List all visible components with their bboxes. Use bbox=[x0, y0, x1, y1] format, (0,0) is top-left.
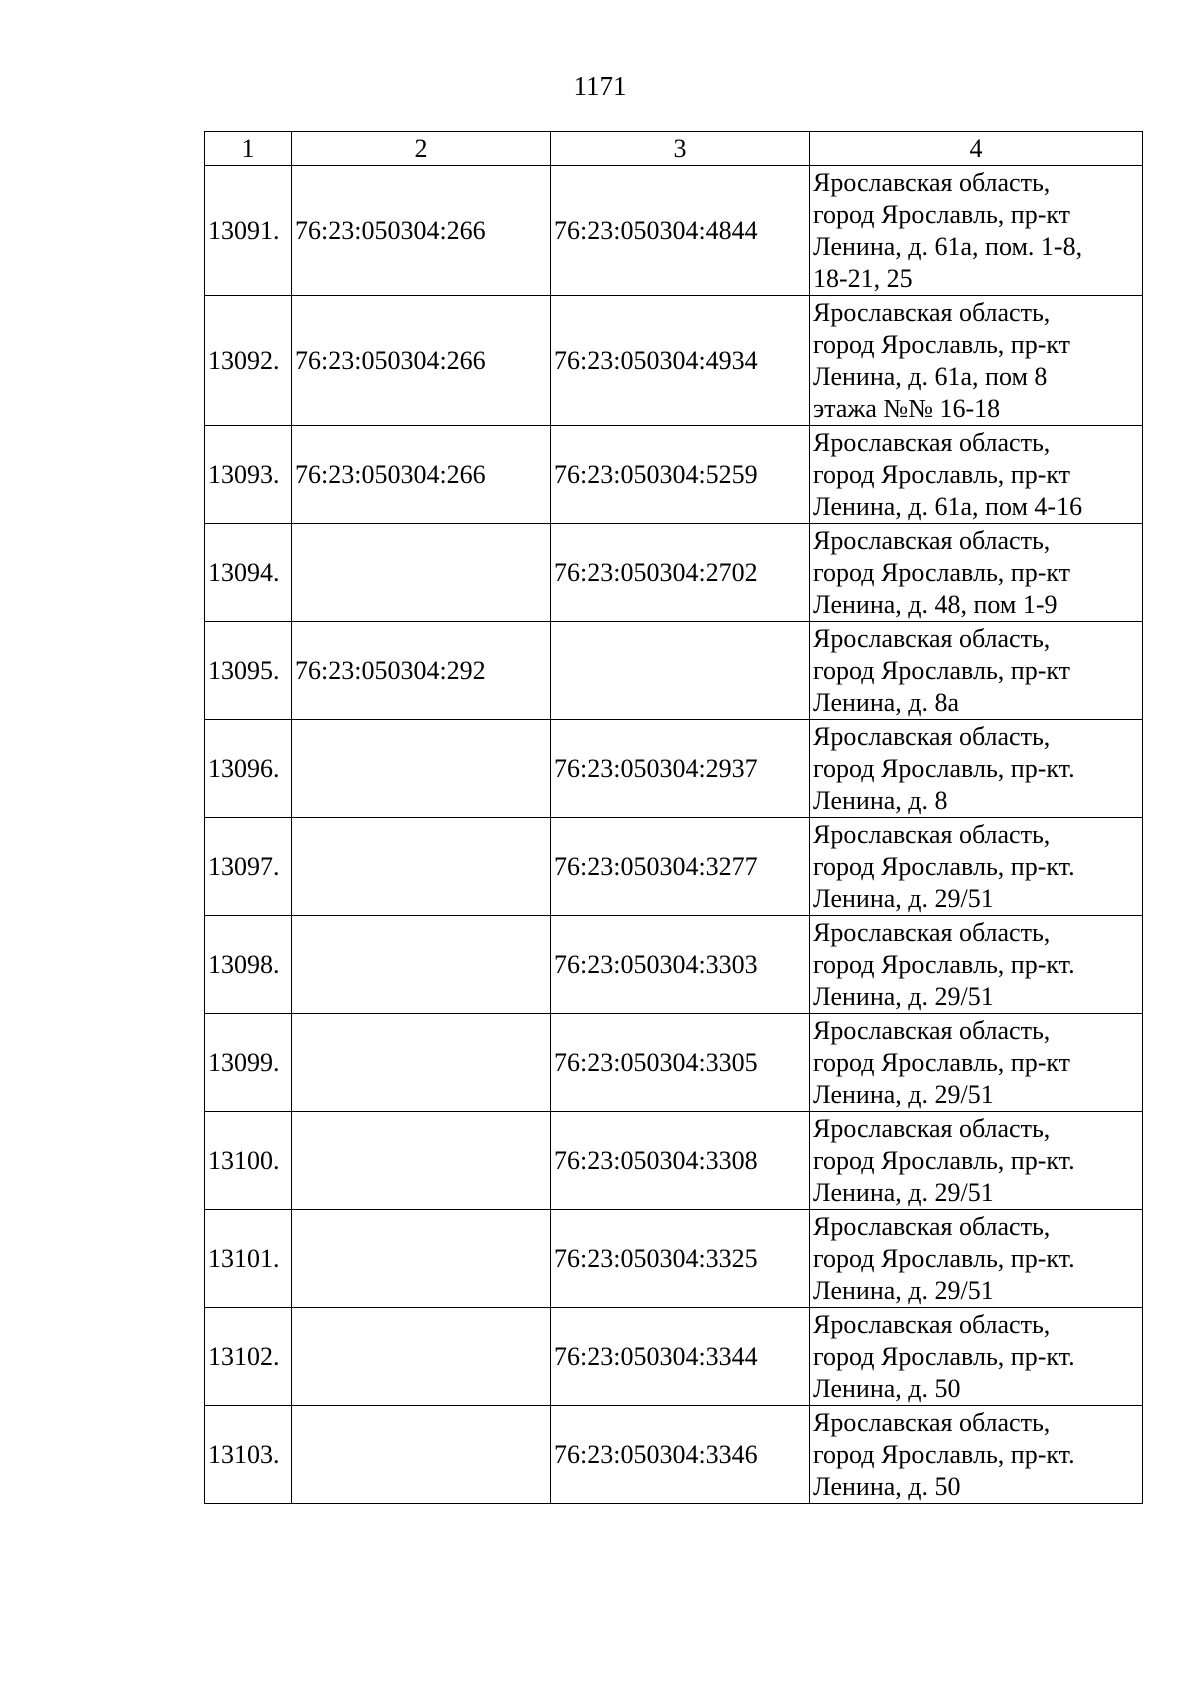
address-cell: Ярославская область, город Ярославль, пр-кт. Ленина, д. 29/51 bbox=[810, 818, 1143, 916]
address-cell: Ярославская область, город Ярославль, пр-кт. Ленина, д. 29/51 bbox=[810, 1112, 1143, 1210]
object-number-cell: 76:23:050304:3303 bbox=[551, 916, 810, 1014]
address-cell: Ярославская область, город Ярославль, пр-кт Ленина, д. 8а bbox=[810, 622, 1143, 720]
row-number-cell: 13100. bbox=[205, 1112, 292, 1210]
table-row bbox=[205, 720, 1143, 818]
row-number-cell: 13103. bbox=[205, 1406, 292, 1504]
object-number-cell: 76:23:050304:3325 bbox=[551, 1210, 810, 1308]
address-cell: Ярославская область, город Ярославль, пр-кт Ленина, д. 48, пом 1-9 bbox=[810, 524, 1143, 622]
object-number-cell: 76:23:050304:3346 bbox=[551, 1406, 810, 1504]
object-number-cell: 76:23:050304:4934 bbox=[551, 296, 810, 426]
parcel-number-cell: 76:23:050304:266 bbox=[292, 296, 551, 426]
row-number-cell: 13097. bbox=[205, 818, 292, 916]
column-header-3: 3 bbox=[551, 132, 810, 166]
row-number-cell: 13099. bbox=[205, 1014, 292, 1112]
address-cell: Ярославская область, город Ярославль, пр-кт. Ленина, д. 29/51 bbox=[810, 1210, 1143, 1308]
object-number-cell bbox=[551, 622, 810, 720]
header-row bbox=[205, 132, 1143, 166]
row-number-cell: 13096. bbox=[205, 720, 292, 818]
table-row bbox=[205, 1112, 1143, 1210]
row-number-cell: 13094. bbox=[205, 524, 292, 622]
address-cell: Ярославская область, город Ярославль, пр-кт Ленина, д. 61а, пом 8 этажа №№ 16-18 bbox=[810, 296, 1143, 426]
column-header-4: 4 bbox=[810, 132, 1143, 166]
column-header-2: 2 bbox=[292, 132, 551, 166]
object-number-cell: 76:23:050304:3277 bbox=[551, 818, 810, 916]
parcel-number-cell bbox=[292, 1308, 551, 1406]
address-cell: Ярославская область, город Ярославль, пр-кт. Ленина, д. 50 bbox=[810, 1406, 1143, 1504]
table-row bbox=[205, 1406, 1143, 1504]
parcel-number-cell bbox=[292, 1112, 551, 1210]
row-number-cell: 13095. bbox=[205, 622, 292, 720]
parcel-number-cell bbox=[292, 1406, 551, 1504]
column-header-1: 1 bbox=[205, 132, 292, 166]
address-cell: Ярославская область, город Ярославль, пр-кт. Ленина, д. 50 bbox=[810, 1308, 1143, 1406]
row-number-cell: 13092. bbox=[205, 296, 292, 426]
table-row bbox=[205, 1014, 1143, 1112]
object-number-cell: 76:23:050304:3305 bbox=[551, 1014, 810, 1112]
address-cell: Ярославская область, город Ярославль, пр-кт. Ленина, д. 29/51 bbox=[810, 916, 1143, 1014]
table-row bbox=[205, 1210, 1143, 1308]
row-number-cell: 13093. bbox=[205, 426, 292, 524]
table-row bbox=[205, 818, 1143, 916]
parcel-number-cell: 76:23:050304:292 bbox=[292, 622, 551, 720]
table-row bbox=[205, 622, 1143, 720]
row-number-cell: 13091. bbox=[205, 166, 292, 296]
parcel-number-cell bbox=[292, 916, 551, 1014]
table-header bbox=[205, 132, 1143, 166]
table-row bbox=[205, 1308, 1143, 1406]
address-cell: Ярославская область, город Ярославль, пр-кт Ленина, д. 29/51 bbox=[810, 1014, 1143, 1112]
parcel-number-cell: 76:23:050304:266 bbox=[292, 166, 551, 296]
object-number-cell: 76:23:050304:3344 bbox=[551, 1308, 810, 1406]
table-row bbox=[205, 166, 1143, 296]
parcel-number-cell bbox=[292, 524, 551, 622]
object-number-cell: 76:23:050304:2937 bbox=[551, 720, 810, 818]
address-cell: Ярославская область, город Ярославль, пр-кт. Ленина, д. 8 bbox=[810, 720, 1143, 818]
parcel-number-cell bbox=[292, 818, 551, 916]
address-cell: Ярославская область, город Ярославль, пр-кт Ленина, д. 61а, пом. 1-8, 18-21, 25 bbox=[810, 166, 1143, 296]
row-number-cell: 13102. bbox=[205, 1308, 292, 1406]
address-cell: Ярославская область, город Ярославль, пр-кт Ленина, д. 61а, пом 4-16 bbox=[810, 426, 1143, 524]
table-body bbox=[205, 166, 1143, 1504]
row-number-cell: 13098. bbox=[205, 916, 292, 1014]
registry-table bbox=[204, 131, 1143, 1504]
parcel-number-cell bbox=[292, 1014, 551, 1112]
page-number: 1171 bbox=[573, 71, 627, 101]
table-row bbox=[205, 524, 1143, 622]
table-row bbox=[205, 426, 1143, 524]
parcel-number-cell bbox=[292, 720, 551, 818]
parcel-number-cell: 76:23:050304:266 bbox=[292, 426, 551, 524]
object-number-cell: 76:23:050304:3308 bbox=[551, 1112, 810, 1210]
table-row bbox=[205, 916, 1143, 1014]
row-number-cell: 13101. bbox=[205, 1210, 292, 1308]
object-number-cell: 76:23:050304:5259 bbox=[551, 426, 810, 524]
table-row bbox=[205, 296, 1143, 426]
object-number-cell: 76:23:050304:4844 bbox=[551, 166, 810, 296]
object-number-cell: 76:23:050304:2702 bbox=[551, 524, 810, 622]
parcel-number-cell bbox=[292, 1210, 551, 1308]
